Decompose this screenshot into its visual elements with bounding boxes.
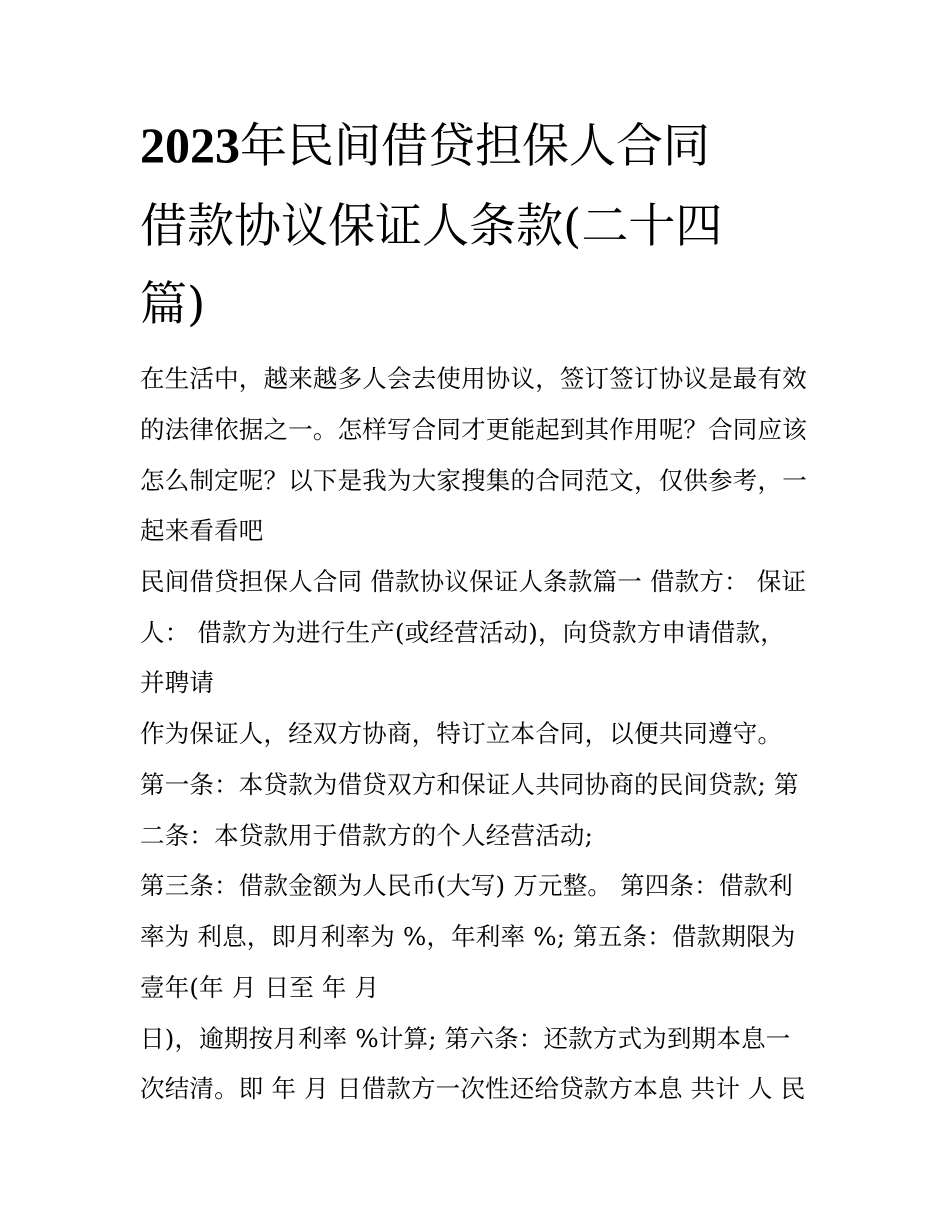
document-title-line-1 xyxy=(140,106,820,186)
document-title-line-3: 篇) xyxy=(140,277,206,332)
body-line: 壹年(年 月 日至 年 月 xyxy=(140,973,380,1002)
body-line: 日)，逾期按月利率 %计算; 第六条：还款方式为到期本息一 xyxy=(140,1024,791,1053)
body-line: 人： 借款方为进行生产(或经营活动)，向贷款方申请借款， xyxy=(140,618,786,647)
document-title-line-2: 借款协议保证人条款(二十四 xyxy=(140,199,723,254)
title-line-1-text: 年民间借贷担保人合同 xyxy=(240,119,710,174)
body-line: 起来看看吧 xyxy=(140,516,264,545)
body-line: 率为 利息，即月利率为 %，年利率 %; 第五条：借款期限为 xyxy=(140,922,796,951)
body-line: 二条：本贷款用于借款方的个人经营活动; xyxy=(140,821,594,850)
body-line: 第三条：借款金额为人民币(大写) 万元整。 第四条：借款利 xyxy=(140,871,793,900)
body-line: 并聘请 xyxy=(140,668,215,697)
body-line: 民间借贷担保人合同 借款协议保证人条款篇一 借款方： 保证 xyxy=(140,567,807,596)
body-line: 的法律依据之一。怎样写合同才更能起到其作用呢？合同应该 xyxy=(140,415,807,444)
body-line: 次结清。即 年 月 日借款方一次性还给贷款方本息 共计 人 民 xyxy=(140,1074,806,1103)
body-line: 作为保证人，经双方协商，特订立本合同，以便共同遵守。 xyxy=(140,719,783,748)
body-line: 怎么制定呢？以下是我为大家搜集的合同范文，仅供参考，一 xyxy=(140,466,807,495)
title-year: 2023 xyxy=(140,117,240,173)
body-line: 在生活中，越来越多人会去使用协议，签订签订协议是最有效 xyxy=(140,364,807,393)
body-line: 第一条：本贷款为借贷双方和保证人共同协商的民间贷款; 第 xyxy=(140,770,799,799)
